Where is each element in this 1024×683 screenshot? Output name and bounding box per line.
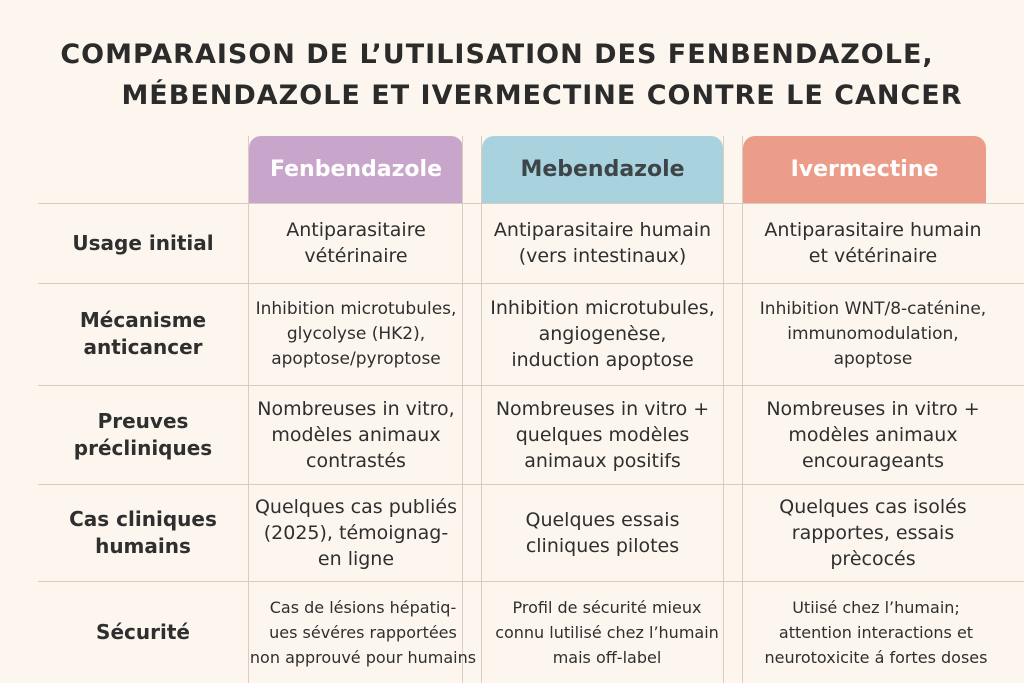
cell-ivermectine-cas: Quelques cas isolés rapportes, essais prècocés xyxy=(779,495,967,570)
row-label-preuves: Preuves précliniques xyxy=(73,408,213,460)
cell-fenbendazole-usage: Antiparasitaire vétérinaire xyxy=(286,219,426,267)
column-header-mebendazole: Mebendazole xyxy=(482,136,723,203)
cell-fenbendazole-cas: Quelques cas publiés (2025), témoignag- en ligne xyxy=(254,495,458,570)
cell-ivermectine-usage: Antiparasitaire humain et vétérinaire xyxy=(764,219,982,267)
page-title xyxy=(0,34,1024,116)
row-label-mecanisme: Mécanisme anticancer xyxy=(79,308,207,359)
cell-mebendazole-usage: Antiparasitaire humain (vers intestinaux) xyxy=(493,219,712,267)
cell-fenbendazole-securite: Cas de lésions hépatiq- ues sévéres rapportées non approuvé pour humains xyxy=(249,597,477,667)
cell-ivermectine-securite: Utiisé chez l’humain; attention interactions et neurotoxicite á fortes doses xyxy=(764,597,988,667)
column-header-fenbendazole: Fenbendazole xyxy=(249,136,463,203)
cell-ivermectine-preuves: Nombreuses in vitro + modèles animaux encourageants xyxy=(766,397,980,472)
cell-fenbendazole-preuves: Nombreuses in vitro, modèles animaux contrastés xyxy=(257,397,455,472)
row-label-securite: Sécurité xyxy=(96,619,190,644)
title-line-2: MÉBENDAZOLE ET IVERMECTINE CONTRE LE CANCER xyxy=(121,80,963,111)
cell-mebendazole-mecanisme: Inhibition microtubules, angiogenèse, induction apoptose xyxy=(490,297,715,371)
cell-fenbendazole-mecanisme: Inhibition microtubules, glycolyse (HK2), apoptose/pyroptose xyxy=(255,298,457,369)
title-line-1: COMPARAISON DE L’UTILISATION DES FENBENDAZOLE, xyxy=(60,39,934,70)
row-label-usage-initial: Usage initial xyxy=(72,230,214,255)
row-label-cas-cliniques: Cas cliniques humains xyxy=(69,506,217,558)
cell-mebendazole-preuves: Nombreuses in vitro + quelques modèles animaux positifs xyxy=(495,397,710,472)
cell-mebendazole-securite: Profil de sécurité mieux connu lutilisé chez l’humain mais off-label xyxy=(495,597,719,667)
column-header-ivermectine: Ivermectine xyxy=(743,136,986,203)
cell-ivermectine-mecanisme: Inhibition WNT/8-caténine, immunomodulation, apoptose xyxy=(759,298,987,369)
cell-mebendazole-cas: Quelques essais cliniques pilotes xyxy=(525,508,680,557)
